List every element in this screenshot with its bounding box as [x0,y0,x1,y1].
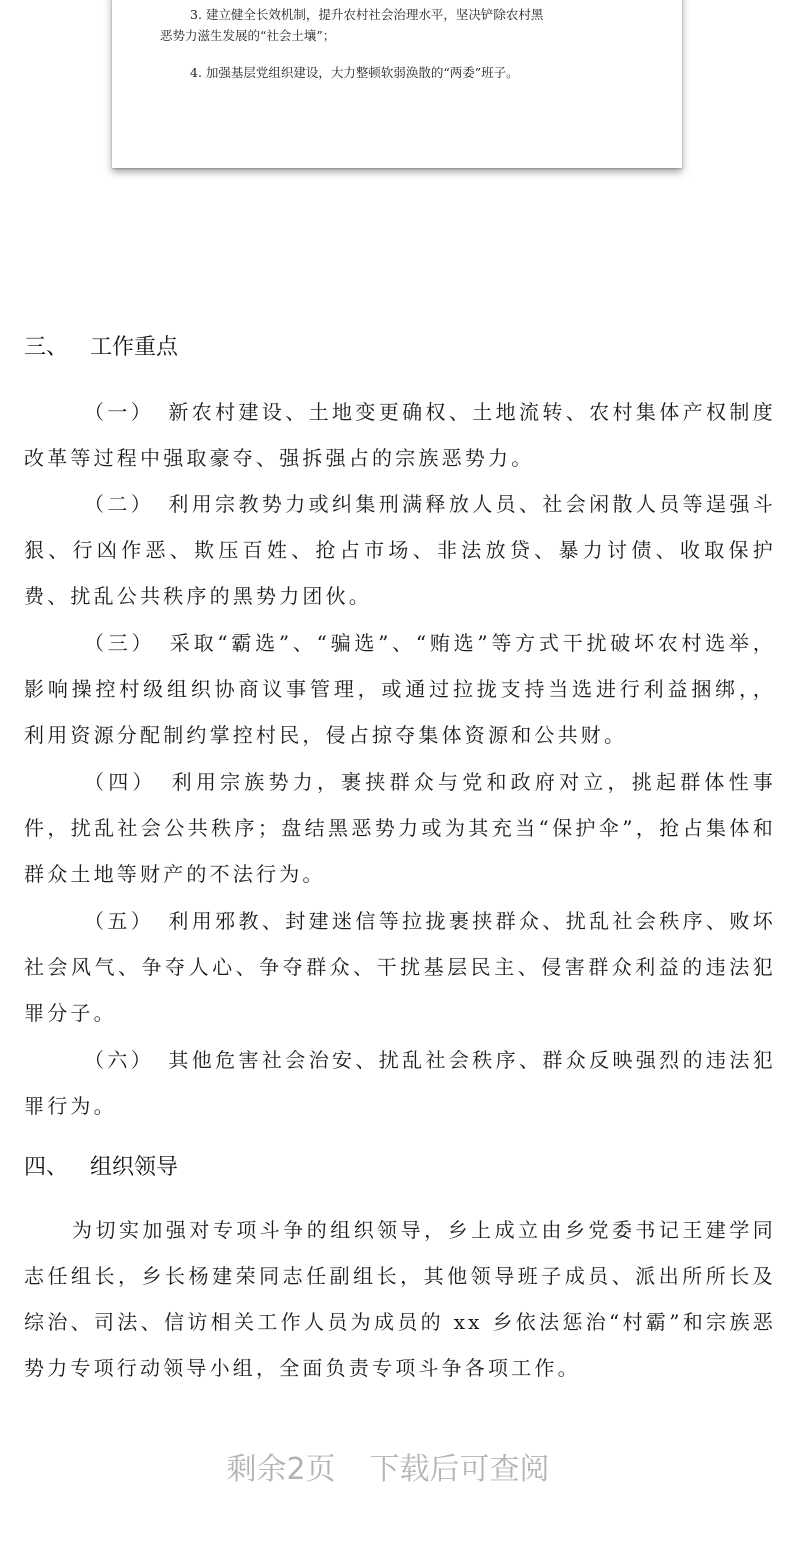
section-4-number: 四、 [24,1155,69,1180]
preview-line-3: 3. 建立健全长效机制，提升农村社会治理水平，坚决铲除农村黑 [190,7,544,22]
preview-line-4: 4. 加强基层党组织建设，大力整顿软弱涣散的“两委”班子。 [190,65,519,80]
item-3-paragraph [24,620,776,758]
item-6-label: （六） [84,1048,155,1072]
section-3-title: 工作重点 [90,335,179,360]
item-4-label: （四） [84,770,157,794]
remaining-pages-label: 剩余2页 [226,1452,336,1487]
item-2-text: 利用宗教势力或纠集刑满释放人员、社会闲散人员等逞强斗狠、行凶作恶、欺压百姓、抢占市场、非法放贷、暴力讨债、收取保护费、扰乱公共秩序的黑势力团伙。 [24,492,776,608]
item-4-text: 利用宗族势力，裹挟群众与党和政府对立，挑起群体性事件，扰乱社会公共秩序；盘结黑恶势力或为其充当“保护伞”，抢占集体和群众土地等财产的不法行为。 [24,770,777,886]
item-1-text: 新农村建设、土地变更确权、土地流转、农村集体产权制度改革等过程中强取豪夺、强拆强占的宗族恶势力。 [24,400,776,470]
item-6-text: 其他危害社会治安、扰乱社会秩序、群众反映强烈的违法犯罪行为。 [24,1048,776,1118]
item-6-paragraph [24,1037,776,1129]
section-4-heading [24,1150,178,1181]
item-5-label: （五） [84,909,155,933]
item-3-text: 采取“霸选”、“骗选”、“贿选”等方式干扰破坏农村选举，影响操控村级组织协商议事管理，或通过拉拢支持当选进行利益捆绑，，利用资源分配制约掌控村民，侵占掠夺集体资源和公共财。 [24,631,776,747]
item-1-label: （一） [84,400,155,424]
item-2-label: （二） [84,492,155,516]
item-3-label: （三） [84,631,156,655]
document-preview-card [112,0,682,168]
remaining-pages-notice[interactable] [0,1444,776,1488]
item-5-text: 利用邪教、封建迷信等拉拢裹挟群众、扰乱社会秩序、败坏社会风气、争夺人心、争夺群众、干扰基层民主、侵害群众利益的违法犯罪分子。 [24,909,776,1025]
section-3-number: 三、 [24,335,69,360]
item-5-paragraph [24,898,776,1036]
item-4-paragraph [24,759,776,897]
section-4-paragraph: 为切实加强对专项斗争的组织领导，乡上成立由乡党委书记王建学同志任组长，乡长杨建荣同志任副组长，其他领导班子成员、派出所所长及综治、司法、信访相关工作人员为成员的 xx 乡依法惩治“村霸”和宗族恶势力专项行动领导小组，全面负责专项斗争各项工作。 [24,1218,776,1380]
section-4-title: 组织领导 [90,1155,179,1180]
item-1-paragraph [24,389,776,481]
item-2-paragraph [24,481,776,619]
section-3-heading [24,330,178,361]
download-hint-label: 下载后可查阅 [369,1452,550,1487]
preview-line-3-cont: 恶势力滋生发展的“社会土壤”； [160,28,336,43]
